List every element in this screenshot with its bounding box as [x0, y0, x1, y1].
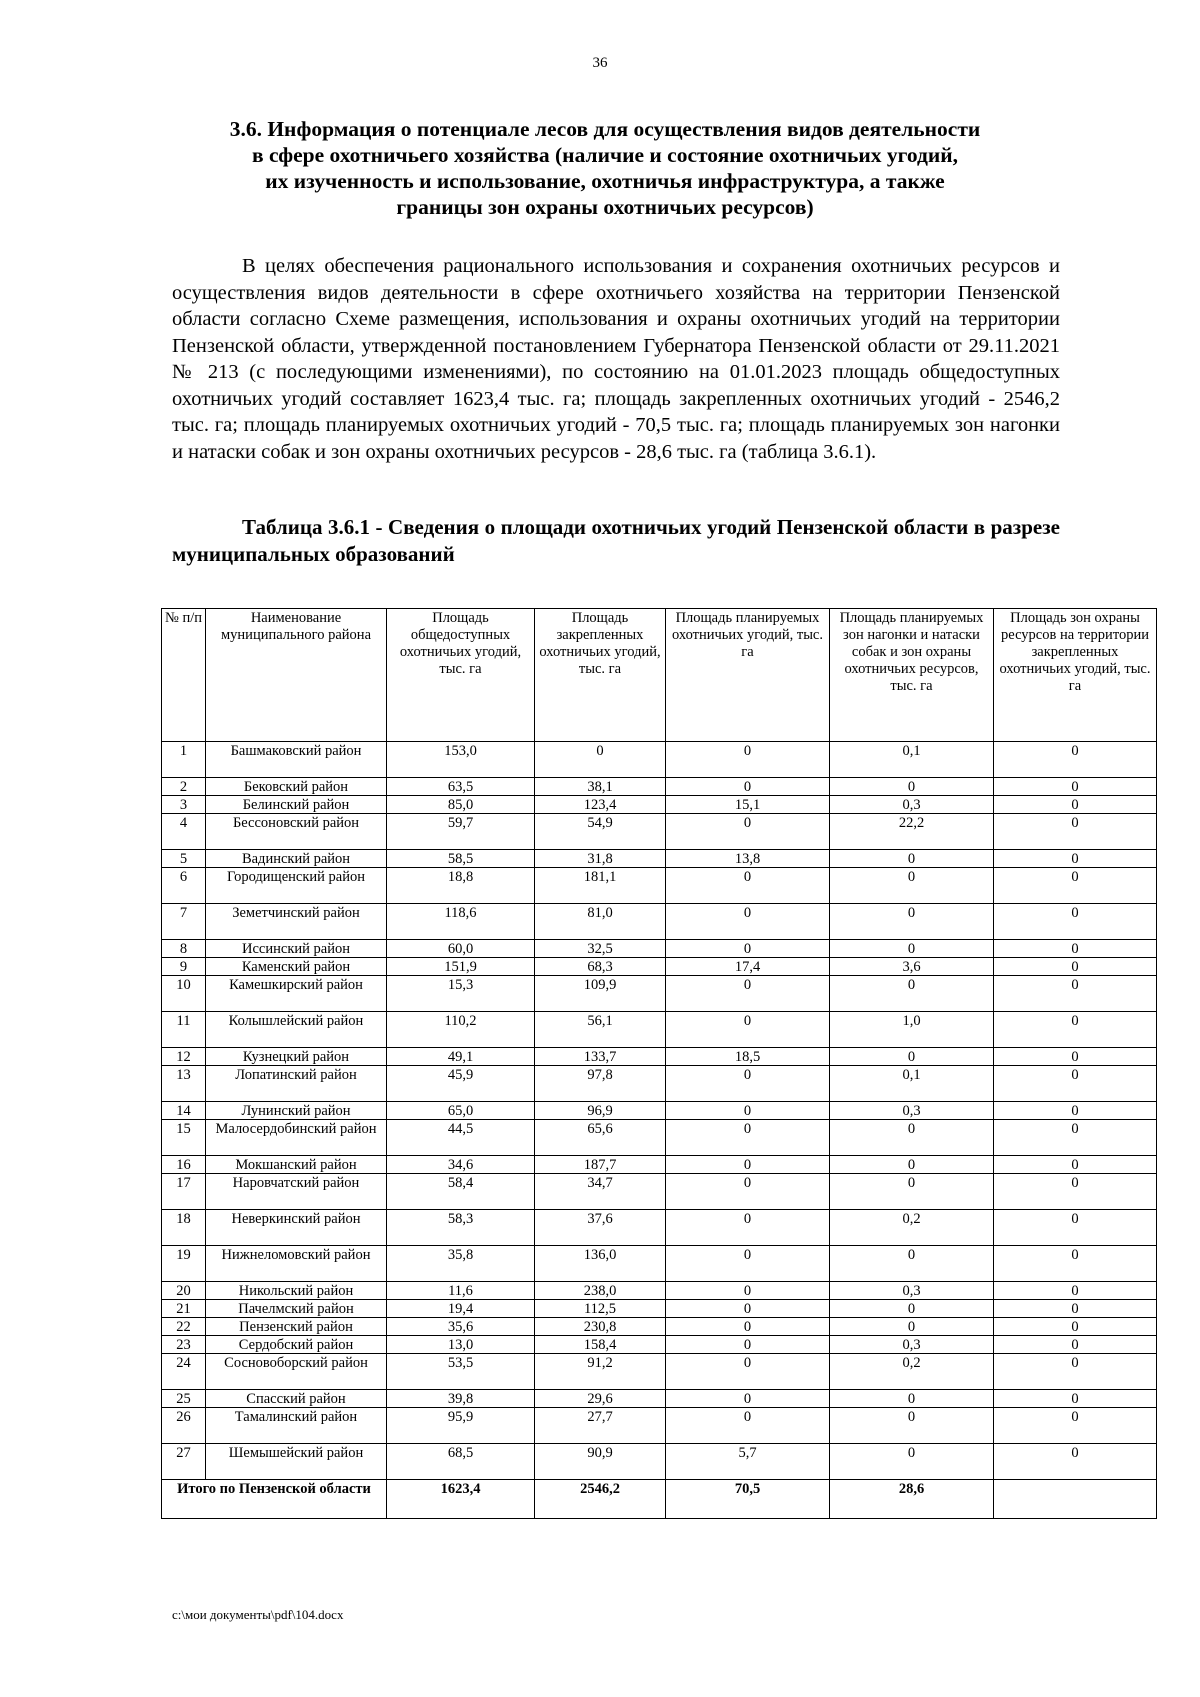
table-cell: 35,6 — [387, 1318, 535, 1336]
table-cell: 56,1 — [535, 1012, 666, 1048]
table-cell: 0 — [666, 976, 830, 1012]
table-cell: 0,3 — [830, 1336, 994, 1354]
table-cell: 0 — [830, 1048, 994, 1066]
table-cell: 37,6 — [535, 1210, 666, 1246]
table-cell: 0,3 — [830, 1282, 994, 1300]
table-cell: 0 — [994, 1156, 1157, 1174]
table-cell: 24 — [162, 1354, 206, 1390]
table-cell: 0 — [830, 1246, 994, 1282]
table-cell: 23 — [162, 1336, 206, 1354]
table-cell: 91,2 — [535, 1354, 666, 1390]
table-cell: 65,6 — [535, 1120, 666, 1156]
table-cell: 26 — [162, 1408, 206, 1444]
table-row — [162, 1408, 1157, 1444]
table-cell: 59,7 — [387, 814, 535, 850]
table-row — [162, 940, 1157, 958]
table-cell: 11,6 — [387, 1282, 535, 1300]
district-name-cell: Шемышейский район — [206, 1444, 387, 1480]
table-cell: 0 — [994, 1336, 1157, 1354]
table-cell: 0 — [666, 940, 830, 958]
district-name-cell: Сосновоборский район — [206, 1354, 387, 1390]
table-cell: 95,9 — [387, 1408, 535, 1444]
table-cell: 18,8 — [387, 868, 535, 904]
table-cell: 187,7 — [535, 1156, 666, 1174]
table-cell: 11 — [162, 1012, 206, 1048]
table-cell: 0 — [994, 1354, 1157, 1390]
table-cell: 16 — [162, 1156, 206, 1174]
table-cell: 2 — [162, 778, 206, 796]
table-cell: 35,8 — [387, 1246, 535, 1282]
district-name-cell: Пачелмский район — [206, 1300, 387, 1318]
table-cell: 0 — [666, 904, 830, 940]
table-cell: 17 — [162, 1174, 206, 1210]
total-cell: 2546,2 — [535, 1480, 666, 1519]
district-name-cell: Городищенский район — [206, 868, 387, 904]
table-cell: 0 — [666, 1354, 830, 1390]
district-name-cell: Вадинский район — [206, 850, 387, 868]
header-cell: Наименование муниципального района — [206, 609, 387, 742]
district-name-cell: Земетчинский район — [206, 904, 387, 940]
district-name-cell: Нижнеломовский район — [206, 1246, 387, 1282]
table-cell: 96,9 — [535, 1102, 666, 1120]
body-paragraph: В целях обеспечения рационального использования и сохранения охотничьих ресурсов и осуществления видов деятельности в сфере охотничьего хозяйства на территории Пензенской области согласно Схеме размещения, использования и охраны охотничьих угодий на территории Пензенской области, утвержденной постановлением Губернатора Пензенской области от 29.11.2021 № 213 (с последующими изменениями), по состоянию на 01.01.2023 площадь общедоступных охотничьих угодий составляет 1623,4 тыс. га; площадь закрепленных охотничьих угодий - 2546,2 тыс. га; площадь планируемых охотничьих угодий - 70,5 тыс. га; площадь планируемых зон нагонки и натаски собак и зон охраны охотничьих ресурсов - 28,6 тыс. га (таблица 3.6.1). — [172, 255, 1060, 463]
table-cell: 29,6 — [535, 1390, 666, 1408]
table-cell: 0 — [830, 1444, 994, 1480]
table-cell: 4 — [162, 814, 206, 850]
table-row — [162, 1318, 1157, 1336]
table-row — [162, 976, 1157, 1012]
district-name-cell: Башмаковский район — [206, 742, 387, 778]
table-cell: 0 — [666, 1210, 830, 1246]
district-name-cell: Бековский район — [206, 778, 387, 796]
table-cell: 15 — [162, 1120, 206, 1156]
district-name-cell: Бессоновский район — [206, 814, 387, 850]
table-cell: 153,0 — [387, 742, 535, 778]
table-cell: 0 — [666, 1066, 830, 1102]
table-cell: 0 — [830, 940, 994, 958]
header-cell: Площадь планируемых зон нагонки и натаски собак и зон охраны охотничьих ресурсов, тыс. га — [830, 609, 994, 742]
table-row — [162, 1354, 1157, 1390]
table-cell: 110,2 — [387, 1012, 535, 1048]
table-cell: 8 — [162, 940, 206, 958]
table-row — [162, 958, 1157, 976]
table-cell: 0 — [666, 1156, 830, 1174]
table-cell: 17,4 — [666, 958, 830, 976]
header-cell: Площадь общедоступных охотничьих угодий, тыс. га — [387, 609, 535, 742]
table-cell: 181,1 — [535, 868, 666, 904]
table-cell: 0 — [994, 814, 1157, 850]
footer-file-path: c:\мои документы\pdf\104.docx — [172, 1607, 344, 1622]
table-cell: 0 — [830, 1318, 994, 1336]
table-cell: 34,6 — [387, 1156, 535, 1174]
table-cell: 0 — [830, 1156, 994, 1174]
header-cell: Площадь закрепленных охотничьих угодий, тыс. га — [535, 609, 666, 742]
table-cell: 68,3 — [535, 958, 666, 976]
table-cell: 0 — [830, 1174, 994, 1210]
table-cell: 6 — [162, 868, 206, 904]
district-name-cell: Сердобский район — [206, 1336, 387, 1354]
table-cell: 39,8 — [387, 1390, 535, 1408]
table-cell: 0,1 — [830, 1066, 994, 1102]
table-row — [162, 1066, 1157, 1102]
table-row — [162, 1120, 1157, 1156]
table-cell: 158,4 — [535, 1336, 666, 1354]
district-name-cell: Колышлейский район — [206, 1012, 387, 1048]
total-row — [162, 1480, 1157, 1519]
table-cell: 0 — [830, 850, 994, 868]
table-cell: 0 — [666, 778, 830, 796]
table-cell: 123,4 — [535, 796, 666, 814]
table-cell: 0 — [994, 1318, 1157, 1336]
table-cell: 0 — [830, 1408, 994, 1444]
table-cell: 15,3 — [387, 976, 535, 1012]
table-cell: 151,9 — [387, 958, 535, 976]
table-row — [162, 1282, 1157, 1300]
district-name-cell: Наровчатский район — [206, 1174, 387, 1210]
district-name-cell: Мокшанский район — [206, 1156, 387, 1174]
total-cell: 28,6 — [830, 1480, 994, 1519]
table-cell: 0,3 — [830, 796, 994, 814]
table-cell: 0 — [830, 1390, 994, 1408]
table-cell: 53,5 — [387, 1354, 535, 1390]
table-cell: 0 — [994, 868, 1157, 904]
table-cell: 238,0 — [535, 1282, 666, 1300]
table-cell: 0 — [666, 1174, 830, 1210]
table-cell: 0 — [994, 1408, 1157, 1444]
table-cell: 97,8 — [535, 1066, 666, 1102]
table-cell: 0 — [994, 1120, 1157, 1156]
table-cell: 65,0 — [387, 1102, 535, 1120]
table-row — [162, 1012, 1157, 1048]
table-cell: 0 — [994, 742, 1157, 778]
table-cell: 0 — [830, 778, 994, 796]
table-cell: 0 — [666, 1318, 830, 1336]
table-cell: 0 — [994, 1282, 1157, 1300]
table-row — [162, 796, 1157, 814]
table-cell: 0 — [666, 1336, 830, 1354]
table-cell: 0 — [994, 778, 1157, 796]
total-cell — [994, 1480, 1157, 1519]
table-row — [162, 1300, 1157, 1318]
table-cell: 3,6 — [830, 958, 994, 976]
table-cell: 0 — [994, 1174, 1157, 1210]
table-cell: 58,4 — [387, 1174, 535, 1210]
table-cell: 0 — [994, 1246, 1157, 1282]
table-cell: 19 — [162, 1246, 206, 1282]
table-cell: 0 — [994, 1300, 1157, 1318]
table-cell: 0,1 — [830, 742, 994, 778]
table-cell: 18,5 — [666, 1048, 830, 1066]
header-cell: № п/п — [162, 609, 206, 742]
table-row — [162, 814, 1157, 850]
table-row — [162, 1336, 1157, 1354]
table-cell: 0 — [666, 1246, 830, 1282]
table-cell: 19,4 — [387, 1300, 535, 1318]
table-cell: 1 — [162, 742, 206, 778]
total-label: Итого по Пензенской области — [162, 1480, 387, 1519]
table-row — [162, 1444, 1157, 1480]
table-cell: 0 — [666, 814, 830, 850]
district-name-cell: Иссинский район — [206, 940, 387, 958]
table-cell: 118,6 — [387, 904, 535, 940]
table-cell: 0 — [830, 976, 994, 1012]
table-cell: 0 — [994, 1102, 1157, 1120]
table-cell: 34,7 — [535, 1174, 666, 1210]
table-cell: 0 — [830, 868, 994, 904]
table-cell: 0 — [666, 1102, 830, 1120]
district-name-cell: Кузнецкий район — [206, 1048, 387, 1066]
table-cell: 0,2 — [830, 1210, 994, 1246]
table-row — [162, 778, 1157, 796]
table-cell: 0 — [994, 940, 1157, 958]
table-cell: 31,8 — [535, 850, 666, 868]
heading-line: их изученность и использование, охотничья инфраструктура, а также — [265, 169, 945, 193]
table-cell: 10 — [162, 976, 206, 1012]
table-row — [162, 1246, 1157, 1282]
table-cell: 0 — [994, 1210, 1157, 1246]
heading-line: 3.6. Информация о потенциале лесов для осуществления видов деятельности — [229, 117, 981, 141]
district-name-cell: Малосердобинский район — [206, 1120, 387, 1156]
table-row — [162, 742, 1157, 778]
table-cell: 0 — [994, 1048, 1157, 1066]
table-cell: 0 — [994, 1444, 1157, 1480]
table-cell: 15,1 — [666, 796, 830, 814]
table-row — [162, 904, 1157, 940]
table-row — [162, 1048, 1157, 1066]
table-cell: 63,5 — [387, 778, 535, 796]
district-name-cell: Камешкирский район — [206, 976, 387, 1012]
table-cell: 0 — [535, 742, 666, 778]
table-cell: 81,0 — [535, 904, 666, 940]
table-cell: 13 — [162, 1066, 206, 1102]
table-cell: 32,5 — [535, 940, 666, 958]
table-cell: 38,1 — [535, 778, 666, 796]
table-cell: 22 — [162, 1318, 206, 1336]
table-cell: 49,1 — [387, 1048, 535, 1066]
table-row — [162, 1210, 1157, 1246]
table-cell: 45,9 — [387, 1066, 535, 1102]
table-cell: 109,9 — [535, 976, 666, 1012]
table-row — [162, 868, 1157, 904]
table-cell: 230,8 — [535, 1318, 666, 1336]
table-cell: 0 — [830, 1300, 994, 1318]
table-cell: 0 — [994, 1066, 1157, 1102]
table-cell: 18 — [162, 1210, 206, 1246]
table-cell: 0 — [994, 976, 1157, 1012]
heading-line: границы зон охраны охотничьих ресурсов) — [396, 195, 814, 219]
table-cell: 0 — [666, 868, 830, 904]
table-cell: 27 — [162, 1444, 206, 1480]
table-cell: 136,0 — [535, 1246, 666, 1282]
table-cell: 0 — [666, 742, 830, 778]
table-cell: 0 — [666, 1300, 830, 1318]
table-cell: 22,2 — [830, 814, 994, 850]
header-cell: Площадь планируемых охотничьих угодий, тыс. га — [666, 609, 830, 742]
table-cell: 0 — [666, 1408, 830, 1444]
table-cell: 12 — [162, 1048, 206, 1066]
table-row — [162, 1156, 1157, 1174]
heading-line: в сфере охотничьего хозяйства (наличие и состояние охотничьих угодий, — [251, 143, 959, 167]
table-cell: 0 — [830, 904, 994, 940]
district-name-cell: Спасский район — [206, 1390, 387, 1408]
table-cell: 27,7 — [535, 1408, 666, 1444]
table-cell: 0 — [994, 1012, 1157, 1048]
table-header-row — [162, 609, 1157, 742]
table-cell: 21 — [162, 1300, 206, 1318]
district-name-cell: Каменский район — [206, 958, 387, 976]
table-row — [162, 1102, 1157, 1120]
district-name-cell: Никольский район — [206, 1282, 387, 1300]
table-cell: 0 — [666, 1282, 830, 1300]
table-cell: 54,9 — [535, 814, 666, 850]
table-cell: 0 — [994, 1390, 1157, 1408]
total-cell: 1623,4 — [387, 1480, 535, 1519]
table-cell: 20 — [162, 1282, 206, 1300]
table-cell: 1,0 — [830, 1012, 994, 1048]
table-cell: 13,0 — [387, 1336, 535, 1354]
table-cell: 0 — [994, 958, 1157, 976]
table-cell: 7 — [162, 904, 206, 940]
table-cell: 0,2 — [830, 1354, 994, 1390]
table-cell: 3 — [162, 796, 206, 814]
table-cell: 58,5 — [387, 850, 535, 868]
table-cell: 112,5 — [535, 1300, 666, 1318]
table-cell: 0 — [666, 1120, 830, 1156]
table-cell: 13,8 — [666, 850, 830, 868]
table-cell: 133,7 — [535, 1048, 666, 1066]
district-name-cell: Белинский район — [206, 796, 387, 814]
total-cell: 70,5 — [666, 1480, 830, 1519]
table-cell: 60,0 — [387, 940, 535, 958]
table-cell: 5,7 — [666, 1444, 830, 1480]
table-cell: 44,5 — [387, 1120, 535, 1156]
table-cell: 85,0 — [387, 796, 535, 814]
table-cell: 0 — [666, 1012, 830, 1048]
table-cell: 9 — [162, 958, 206, 976]
table-cell: 58,3 — [387, 1210, 535, 1246]
section-heading — [150, 116, 1060, 220]
header-cell: Площадь зон охраны ресурсов на территории закрепленных охотничьих угодий, тыс. га — [994, 609, 1157, 742]
district-name-cell: Лунинский район — [206, 1102, 387, 1120]
district-name-cell: Лопатинский район — [206, 1066, 387, 1102]
table-cell: 0 — [994, 796, 1157, 814]
table-cell: 25 — [162, 1390, 206, 1408]
table-cell: 0 — [994, 904, 1157, 940]
table-cell: 0,3 — [830, 1102, 994, 1120]
table-cell: 90,9 — [535, 1444, 666, 1480]
table-cell: 0 — [830, 1120, 994, 1156]
page-number: 36 — [592, 55, 608, 71]
table-row — [162, 1390, 1157, 1408]
hunting-grounds-table — [161, 608, 1157, 1519]
table-row — [162, 1174, 1157, 1210]
table-cell: 0 — [666, 1390, 830, 1408]
district-name-cell: Неверкинский район — [206, 1210, 387, 1246]
table-cell: 14 — [162, 1102, 206, 1120]
district-name-cell: Тамалинский район — [206, 1408, 387, 1444]
table-cell: 5 — [162, 850, 206, 868]
table-row — [162, 850, 1157, 868]
district-name-cell: Пензенский район — [206, 1318, 387, 1336]
table-cell: 68,5 — [387, 1444, 535, 1480]
table-caption: Таблица 3.6.1 - Сведения о площади охотничьих угодий Пензенской области в разрезе муниципальных образований — [172, 515, 1060, 566]
table-cell: 0 — [994, 850, 1157, 868]
